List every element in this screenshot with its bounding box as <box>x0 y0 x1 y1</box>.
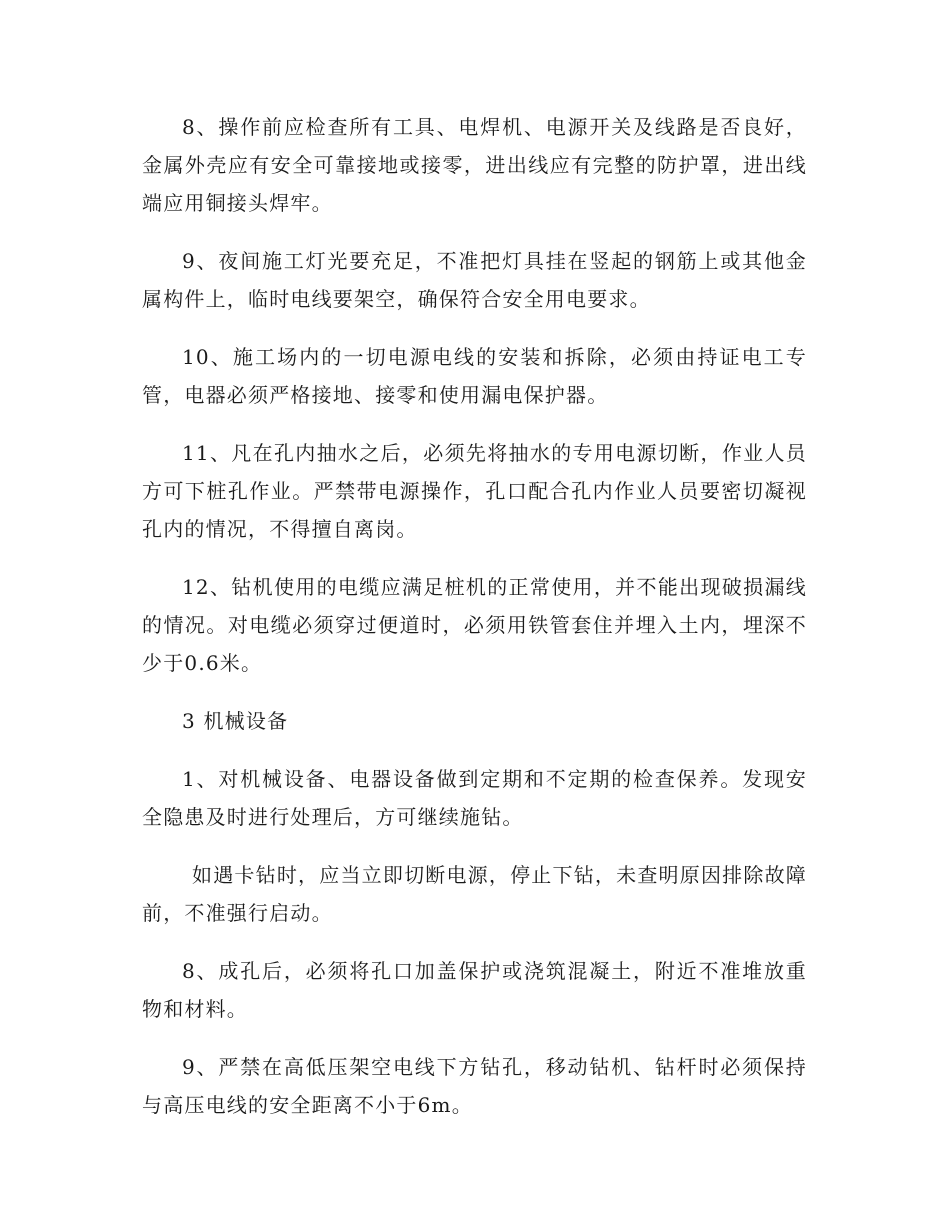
document-body <box>142 108 807 1144</box>
paragraph-item-9-power-lines: 9、严禁在高低压架空电线下方钻孔，移动钻机、钻杆时必须保持与高压电线的安全距离不小于6m。 <box>142 1055 807 1117</box>
paragraph-item-9-lighting: 9、夜间施工灯光要充足，不准把灯具挂在竖起的钢筋上或其他金属构件上，临时电线要架空，确保符合安全用电要求。 <box>142 249 807 311</box>
paragraph-item-11-pumping: 11、凡在孔内抽水之后，必须先将抽水的专用电源切断，作业人员方可下桩孔作业。严禁带电源操作，孔口配合孔内作业人员要密切凝视孔内的情况，不得擅自离岗。 <box>142 441 807 541</box>
paragraph-item-1-maintenance: 1、对机械设备、电器设备做到定期和不定期的检查保养。发现安全隐患及时进行处理后，方可继续施钻。 <box>142 767 807 829</box>
paragraph-item-10-wiring: 10、施工场内的一切电源电线的安装和拆除，必须由持证电工专管，电器必须严格接地、接零和使用漏电保护器。 <box>142 345 807 407</box>
paragraph-item-12-cable: 12、钻机使用的电缆应满足桩机的正常使用，并不能出现破损漏线的情况。对电缆必须穿过便道时，必须用铁管套住并埋入土内，埋深不少于0.6米。 <box>142 575 807 675</box>
paragraph-stuck-drill: 如遇卡钻时，应当立即切断电源，停止下钻，未查明原因排除故障前，不准强行启动。 <box>142 863 807 925</box>
section-heading-machinery: 3 机械设备 <box>182 709 289 733</box>
paragraph-item-8-hole-cover: 8、成孔后，必须将孔口加盖保护或浇筑混凝土，附近不准堆放重物和材料。 <box>142 959 807 1021</box>
paragraph-item-8-welding: 8、操作前应检查所有工具、电焊机、电源开关及线路是否良好，金属外壳应有安全可靠接地或接零，进出线应有完整的防护罩，进出线端应用铜接头焊牢。 <box>142 115 807 215</box>
